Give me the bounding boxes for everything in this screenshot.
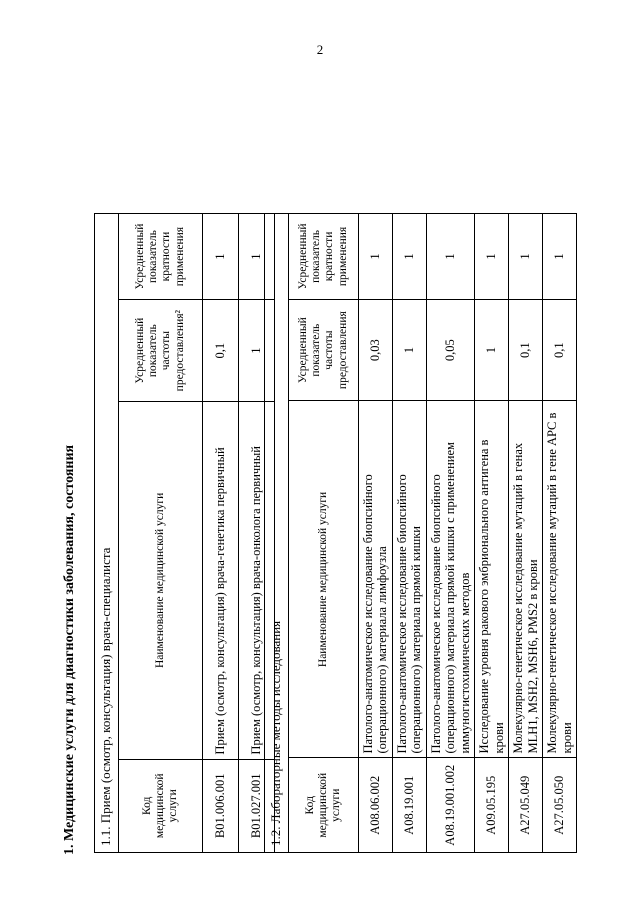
service-name: Молекулярно-генетическое исследование мутаций в гене APC в крови bbox=[543, 401, 577, 758]
table-row bbox=[475, 214, 509, 853]
service-code: A27.05.049 bbox=[509, 758, 543, 853]
service-freq: 0,1 bbox=[543, 299, 577, 400]
service-freq: 0,03 bbox=[358, 299, 392, 400]
service-mult: 1 bbox=[509, 214, 543, 300]
rotated-page-content bbox=[0, 45, 640, 885]
service-freq: 0,1 bbox=[509, 299, 543, 400]
page-number: 2 bbox=[316, 42, 324, 57]
table-row bbox=[202, 214, 238, 853]
service-mult: 1 bbox=[238, 214, 274, 300]
service-freq: 1 bbox=[238, 300, 274, 402]
table-row bbox=[392, 214, 426, 853]
table-row bbox=[543, 214, 577, 853]
col-header-name: Наименование медицинской услуги bbox=[118, 402, 202, 759]
service-mult: 1 bbox=[543, 214, 577, 300]
service-name: Патолого-анатомическое исследование биопсийного (операционного) материала прямой кишки с применением иммуногистохимических методов bbox=[426, 401, 474, 758]
section-title-1-1: 1.1. Прием (осмотр, консультация) врача-специалиста bbox=[95, 214, 119, 853]
col-header-mult: Усредненный показатель кратности применения bbox=[288, 214, 358, 300]
service-freq: 1 bbox=[475, 299, 509, 400]
service-name: Патолого-анатомическое исследование биопсийного (операционного) материала прямой кишки bbox=[392, 401, 426, 758]
service-mult: 1 bbox=[426, 214, 474, 300]
service-name: Молекулярно-генетическое исследование мутаций в генах MLH1, MSH2, MSH6, PMS2 в крови bbox=[509, 401, 543, 758]
table-row bbox=[509, 214, 543, 853]
section-title-1-2: 1.2. Лабораторные методы исследования bbox=[265, 214, 289, 853]
service-mult: 1 bbox=[392, 214, 426, 300]
table-row bbox=[358, 214, 392, 853]
table-row bbox=[426, 214, 474, 853]
col-header-mult: Усредненный показатель кратности применения bbox=[118, 214, 202, 300]
service-name: Исследование уровня ракового эмбрионального антигена в крови bbox=[475, 401, 509, 758]
service-freq: 0,1 bbox=[202, 300, 238, 402]
col-header-name: Наименование медицинской услуги bbox=[288, 401, 358, 758]
service-code: A08.19.001 bbox=[392, 758, 426, 853]
col-header-freq: Усредненный показатель частоты предоставления bbox=[288, 299, 358, 400]
service-name: Патолого-анатомическое исследование биопсийного (операционного) материала лимфоузла bbox=[358, 401, 392, 758]
col-header-code: Код медицинской услуги bbox=[118, 759, 202, 852]
service-freq: 1 bbox=[392, 299, 426, 400]
col-header-code: Код медицинской услуги bbox=[288, 758, 358, 853]
service-code: B01.027.001 bbox=[238, 759, 274, 852]
col-header-freq: Усредненный показатель частоты предоставления² bbox=[118, 300, 202, 402]
service-code: A27.05.050 bbox=[543, 758, 577, 853]
service-code: A08.19.001.002 bbox=[426, 758, 474, 853]
service-mult: 1 bbox=[202, 214, 238, 300]
service-code: A08.06.002 bbox=[358, 758, 392, 853]
service-code: B01.006.001 bbox=[202, 759, 238, 852]
section-heading: 1. Медицинские услуги для диагностики заболевания, состояния bbox=[62, 444, 77, 855]
service-mult: 1 bbox=[475, 214, 509, 300]
service-code: A09.05.195 bbox=[475, 758, 509, 853]
service-freq: 0,05 bbox=[426, 299, 474, 400]
service-mult: 1 bbox=[358, 214, 392, 300]
service-name: Прием (осмотр, консультация) врача-онколога первичный bbox=[238, 402, 274, 759]
service-name: Прием (осмотр, консультация) врача-генетика первичный bbox=[202, 402, 238, 759]
table-lab-methods bbox=[264, 213, 577, 853]
table-specialist-consultations bbox=[94, 213, 275, 853]
